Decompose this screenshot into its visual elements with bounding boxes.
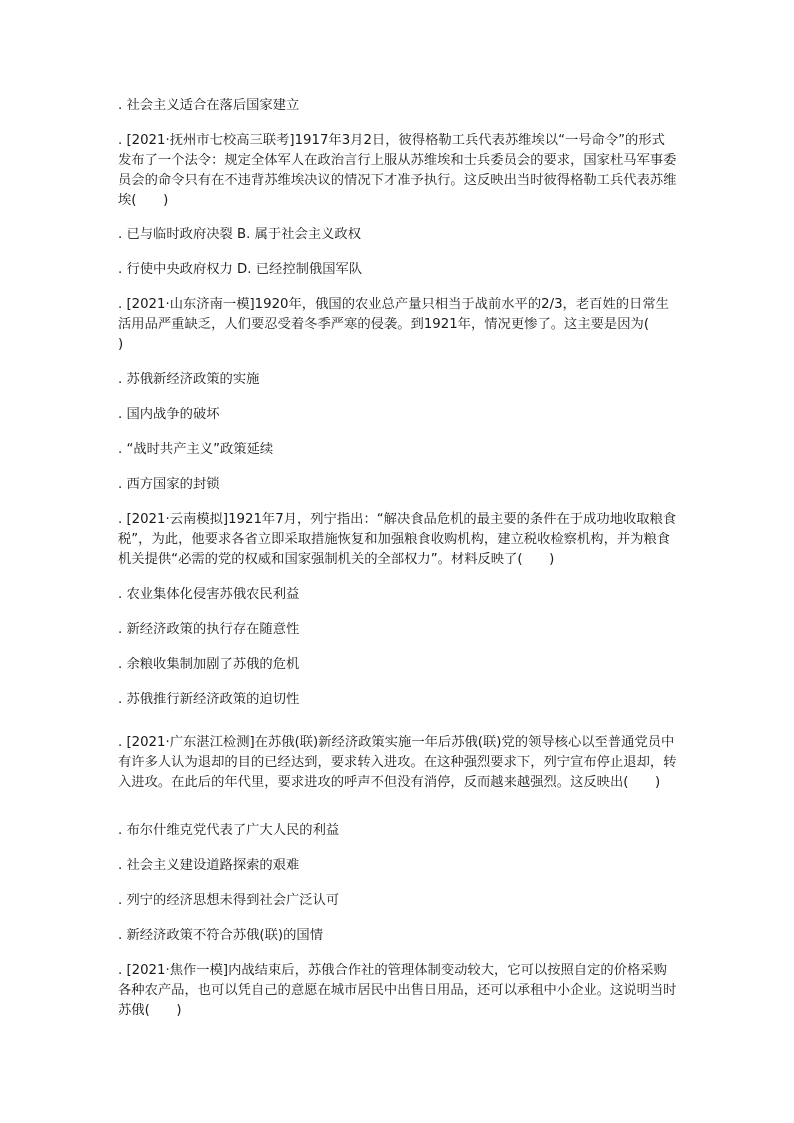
option-d: . 苏俄推行新经济政策的迫切性 [118,692,300,707]
question-6: . [2021·云南模拟]1921年7月，列宁指出：“解决食品危机的最主要的条件在于成功地收取粮食税”，为此，他要求各省立即采取措施恢复和加强粮食收购机构，建立税收检察机构，并为粮食机关提供“必需的党的权威和国家强制机关的全部权力”。材料反映了( ) [118,512,677,567]
option-c: . 列宁的经济思想未得到社会广泛认可 [118,893,340,908]
option-b: . 国内战争的破坏 [118,407,220,422]
option-b: . 新经济政策的执行存在随意性 [118,622,300,637]
question-8: . [2021·焦作一模]内战结束后，苏俄合作社的管理体制变动较大，它可以按照自定的价格采购各种农产品，也可以凭自己的意愿在城市居民中出售日用品，还可以承租中小企业。这说明当时苏俄( ) [118,963,677,1018]
option-line: . 已与临时政府决裂 B. 属于社会主义政权 [118,227,362,242]
option-line: . 社会主义适合在落后国家建立 [118,98,300,113]
option-a: . 农业集体化侵害苏俄农民利益 [118,587,300,602]
option-a: . 布尔什维克党代表了广大人民的利益 [118,823,340,838]
option-d: . 新经济政策不符合苏俄(联)的国情 [118,928,323,943]
question-5: . [2021·山东济南一模]1920年，俄国的农业总产量只相当于战前水平的2/3，老百姓的日常生活用品严重缺乏，人们要忍受着冬季严寒的侵袭。到1921年，情况更惨了。这主要是因为( ) [118,297,676,352]
question-4: . [2021·抚州市七校高三联考]1917年3月2日，彼得格勒工兵代表苏维埃以“一号命令”的形式发布了一个法令：规定全体军人在政治言行上服从苏维埃和士兵委员会的要求，国家杜马军事委员会的命令只有在不违背苏维埃决议的情况下才准予执行。这反映出当时彼得格勒工兵代表苏维埃( ) [118,133,677,208]
option-a: . 苏俄新经济政策的实施 [118,372,260,387]
option-line: . 行使中央政府权力 D. 已经控制俄国军队 [118,262,363,277]
option-c: . “战时共产主义”政策延续 [118,442,274,457]
option-b: . 社会主义建设道路探索的艰难 [118,858,300,873]
question-7: . [2021·广东湛江检测]在苏俄(联)新经济政策实施一年后苏俄(联)党的领导核心以至普通党员中有许多人认为退却的目的已经达到，要求转入进攻。在这种强烈要求下，列宁宣布停止退却，转入进攻。在此后的年代里，要求进攻的呼声不但没有消停，反而越来越强烈。这反映出( ) [118,735,677,790]
option-d: . 西方国家的封锁 [118,477,220,492]
option-c: . 余粮收集制加剧了苏俄的危机 [118,657,300,672]
